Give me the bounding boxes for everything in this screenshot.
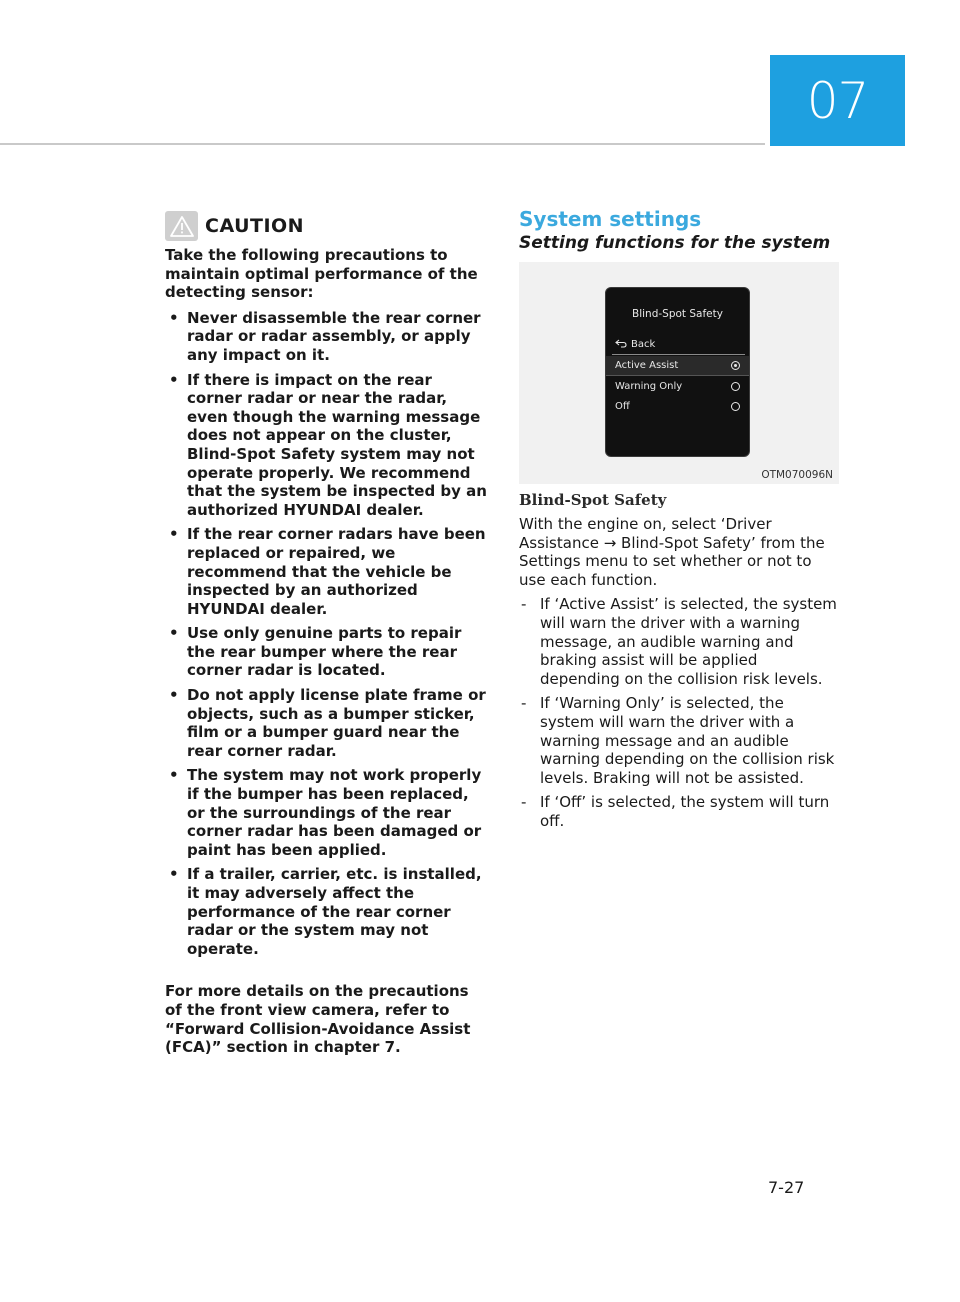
option-label: Active Assist — [615, 360, 679, 371]
caution-intro: Take the following precautions to maintain optimal performance of the detecting sensor: — [165, 246, 478, 302]
caution-body — [165, 246, 490, 1057]
radio-empty-icon — [731, 382, 740, 391]
section-title: System settings — [519, 207, 702, 231]
caution-title: CAUTION — [205, 215, 305, 237]
chapter-number: 07 — [806, 71, 869, 130]
option-active-assist[interactable] — [606, 356, 749, 376]
caution-heading — [165, 211, 304, 241]
option-off[interactable] — [606, 396, 749, 416]
list-item-text: If ‘Warning Only’ is selected, the system will warn the driver with a warning message and an audible warning depending on the collision risk levels. Braking will not be assisted. — [540, 694, 835, 787]
list-item-text: Never disassemble the rear corner radar or radar assembly, or apply any impact on it. — [187, 308, 481, 364]
bullet-mark: • — [169, 624, 179, 643]
list-item-text: Do not apply license plate frame or objects, such as a bumper sticker, film or a bumper guard near the rear corner radar. — [187, 686, 486, 760]
list-item — [165, 766, 490, 859]
list-item — [165, 624, 490, 680]
radio-selected-icon — [731, 361, 740, 370]
bullet-mark: • — [169, 370, 179, 389]
list-item — [519, 595, 841, 688]
section-subtitle: Setting functions for the system — [519, 233, 831, 253]
back-label: Back — [631, 339, 656, 350]
list-item-text: If there is impact on the rear corner radar or near the radar, even though the warning message does not appear on the cluster, Blind-Spot Safety system may not operate properly. We recommend that the system be inspected by an authorized HYUNDAI dealer. — [187, 370, 487, 519]
list-item-text: The system may not work properly if the bumper has been replaced, or the surroundings of the rear corner radar has been damaged or paint has been applied. — [187, 766, 482, 859]
list-item — [165, 309, 490, 365]
figure-code: OTM070096N — [761, 469, 833, 481]
back-button[interactable] — [615, 338, 655, 351]
list-item — [165, 525, 490, 618]
list-item-text: If a trailer, carrier, etc. is installed, it may adversely affect the performance of the rear corner radar or the system may not operate. — [187, 865, 482, 958]
list-item-text: Use only genuine parts to repair the rear bumper where the rear corner radar is located. — [187, 624, 462, 680]
blind-spot-intro: With the engine on, select ‘Driver Assistance → Blind-Spot Safety’ from the Settings menu to set whether or not to use each function. — [519, 515, 825, 589]
cluster-screen — [605, 287, 750, 457]
bullet-mark: • — [169, 525, 179, 544]
dash-mark: - — [521, 694, 527, 713]
dash-mark: - — [521, 793, 527, 812]
list-item-text: If ‘Active Assist’ is selected, the system will warn the driver with a warning message, an audible warning and braking assist will be applied depending on the collision risk levels. — [540, 595, 837, 688]
bullet-mark: • — [169, 686, 179, 705]
screen-title: Blind-Spot Safety — [632, 308, 723, 320]
option-label: Off — [615, 400, 630, 412]
chapter-tab — [770, 55, 905, 146]
radio-empty-icon — [731, 402, 740, 411]
dash-mark: - — [521, 595, 527, 614]
option-warning-only[interactable] — [606, 376, 749, 396]
settings-figure — [519, 262, 839, 484]
page-number: 7-27 — [768, 1178, 805, 1197]
caution-list — [165, 309, 490, 959]
blind-spot-body — [519, 515, 841, 837]
list-item — [165, 865, 490, 958]
caution-footer: For more details on the precautions of the front view camera, refer to “Forward Collision-Avoidance Assist (FCA)” section in chapter 7. — [165, 982, 471, 1057]
blind-spot-list — [519, 595, 841, 830]
list-item — [165, 371, 490, 520]
list-item-text: If ‘Off’ is selected, the system will turn off. — [540, 793, 830, 830]
option-label: Warning Only — [615, 380, 683, 392]
warning-triangle-icon — [165, 211, 198, 241]
back-arrow-icon — [615, 338, 627, 351]
bullet-mark: • — [169, 865, 179, 884]
list-item — [165, 686, 490, 760]
list-item-text: If the rear corner radars have been replaced or repaired, we recommend that the vehicle be inspected by an authorized HYUNDAI dealer. — [187, 525, 486, 618]
list-item — [519, 793, 841, 830]
bullet-mark: • — [169, 766, 179, 785]
menu-divider — [612, 354, 745, 355]
bullet-mark: • — [169, 308, 179, 327]
list-item — [519, 694, 841, 787]
blind-spot-heading: Blind-Spot Safety — [519, 491, 667, 509]
header-rule — [0, 143, 765, 145]
